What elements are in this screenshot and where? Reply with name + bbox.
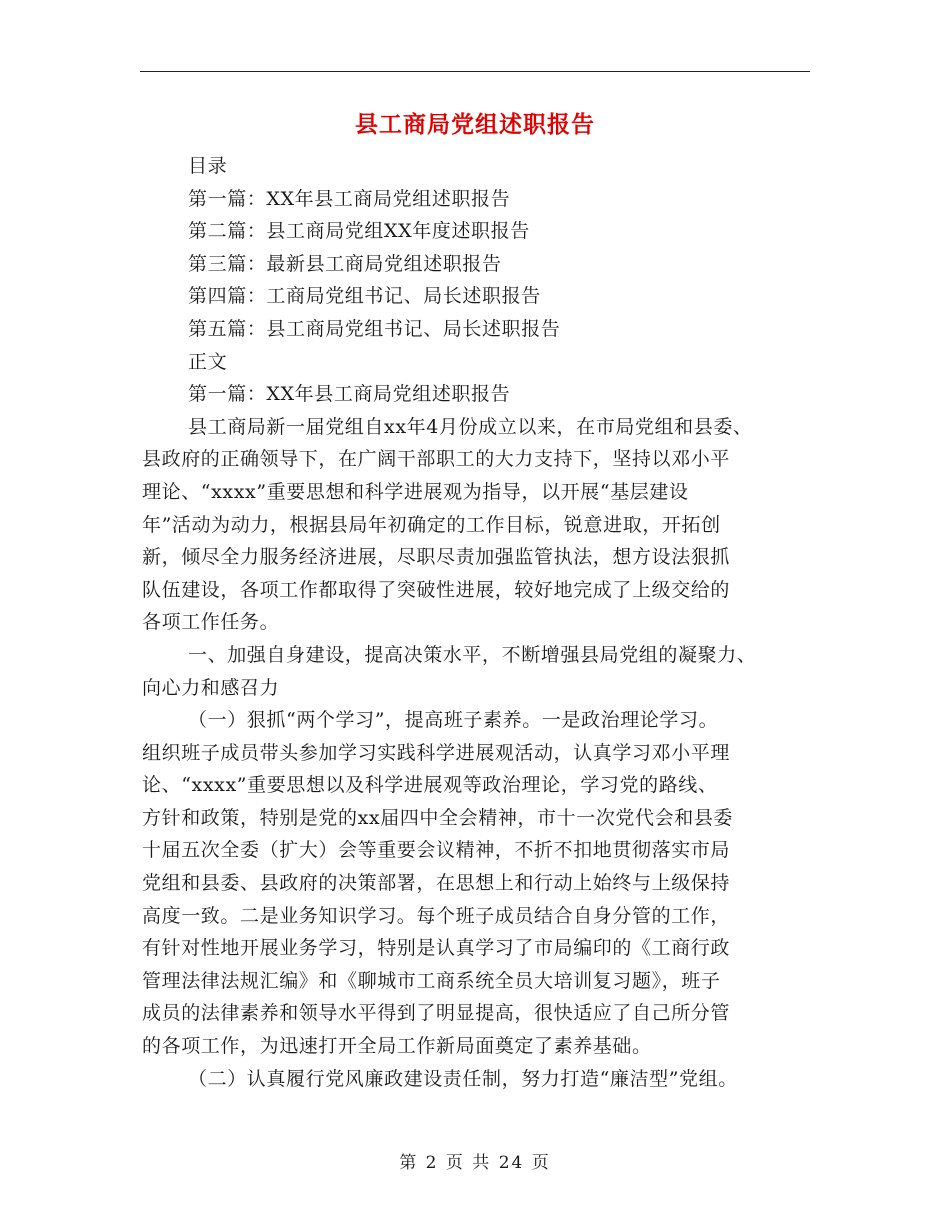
body-line: 县政府的正确领导下，在广阔干部职工的大力支持下，坚持以邓小平 (142, 448, 731, 471)
body-line: 新，倾尽全力服务经济进展，尽职尽责加强监管执法，想方设法狠抓 (142, 546, 731, 569)
body-line: 成员的法律素养和领导水平得到了明显提高，很快适应了自己所分管 (142, 1002, 731, 1025)
body-line: 管理法律法规汇编》和《聊城市工商系统全员大培训复习题》，班子 (142, 969, 721, 992)
body-line: 正文 (188, 350, 228, 373)
page-footer: 第 2 页 共 24 页 (399, 1153, 551, 1173)
body-line: 第一篇：XX年县工商局党组述职报告 (188, 187, 511, 210)
body-line: 论、“xxxx”重要思想以及科学进展观等政治理论，学习党的路线、 (142, 774, 718, 797)
body-line: 组织班子成员带头参加学习实践科学进展观活动，认真学习邓小平理 (142, 741, 731, 764)
body-line: 年”活动为动力，根据县局年初确定的工作目标，锐意进取，开拓创 (142, 513, 721, 536)
body-line: （一）狠抓“两个学习”，提高班子素养。一是政治理论学习。 (188, 709, 719, 732)
body-line: （二）认真履行党风廉政建设责任制，努力打造“廉洁型”党组。 (188, 1067, 738, 1090)
body-line: 有针对性地开展业务学习，特别是认真学习了市局编印的《工商行政 (142, 937, 731, 960)
body-line: 党组和县委、县政府的决策部署，在思想上和行动上始终与上级保持 (142, 872, 731, 895)
body-line: 一、加强自身建设，提高决策水平，不断增强县局党组的凝聚力、 (188, 643, 757, 666)
body-line: 县工商局新一届党组自xx年4月份成立以来，在市局党组和县委、 (188, 415, 753, 438)
body-line: 高度一致。二是业务知识学习。每个班子成员结合自身分管的工作， (142, 904, 731, 927)
body-line: 第三篇：最新县工商局党组述职报告 (188, 252, 502, 275)
document-body (142, 150, 814, 1095)
body-line: 十届五次全委（扩大）会等重要会议精神，不折不扣地贯彻落实市局 (142, 839, 731, 862)
body-line: 各项工作任务。 (142, 611, 280, 634)
body-line: 第五篇：县工商局党组书记、局长述职报告 (188, 317, 561, 340)
body-line: 队伍建设，各项工作都取得了突破性进展，较好地完成了上级交给的 (142, 578, 731, 601)
document-title: 县工商局党组述职报告 (355, 111, 595, 138)
body-line: 目录 (188, 155, 228, 177)
body-line: 理论、“xxxx”重要思想和科学进展观为指导，以开展“基层建设 (142, 480, 689, 503)
body-line: 第四篇：工商局党组书记、局长述职报告 (188, 285, 541, 308)
body-line: 第二篇：县工商局党组XX年度述职报告 (188, 220, 530, 243)
header-rule (140, 71, 810, 72)
body-line: 第一篇：XX年县工商局党组述职报告 (188, 383, 511, 406)
body-line: 的各项工作，为迅速打开全局工作新局面奠定了素养基础。 (142, 1035, 652, 1058)
body-line: 方针和政策，特别是党的xx届四中全会精神，市十一次党代会和县委 (142, 806, 734, 829)
body-line: 向心力和感召力 (142, 676, 280, 699)
